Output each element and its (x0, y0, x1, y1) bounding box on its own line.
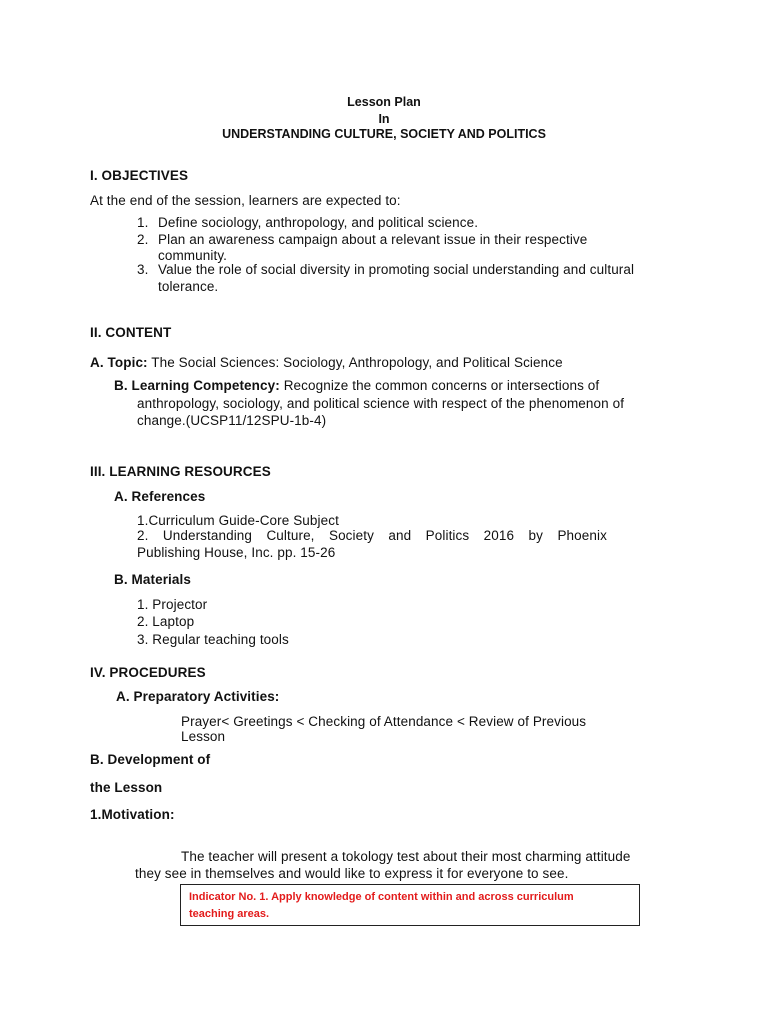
objective-num-2: 2. (137, 232, 149, 247)
topic-text: The Social Sciences: Sociology, Anthropology, and Political Science (151, 355, 563, 370)
resources-heading: III. LEARNING RESOURCES (90, 464, 271, 479)
competency-label: B. Learning Competency: (114, 378, 280, 393)
objective-num-3: 3. (137, 262, 149, 277)
material-item: 1. Projector (137, 597, 208, 612)
reference-1: 1.Curriculum Guide-Core Subject (137, 513, 339, 528)
objectives-heading: I. OBJECTIVES (90, 168, 189, 183)
ref2-word: Society (328, 528, 374, 543)
ref2-word: 2016 (483, 528, 515, 543)
indicator-text-2: teaching areas. (189, 908, 270, 920)
topic-line (90, 355, 563, 370)
reference-2-cont: Publishing House, Inc. pp. 15-26 (137, 545, 336, 560)
development-label-2: the Lesson (90, 780, 163, 795)
objective-num-1: 1. (137, 215, 149, 230)
competency-line (114, 378, 599, 393)
preparatory-text-2: Lesson (181, 729, 226, 744)
doc-title-line1: Lesson Plan (347, 95, 421, 109)
objective-text-2: Plan an awareness campaign about a relevant issue in their respective (158, 232, 588, 247)
references-label: A. References (114, 489, 206, 504)
objectives-intro: At the end of the session, learners are expected to: (90, 193, 401, 208)
objective-text-3: Value the role of social diversity in promoting social understanding and cultural (158, 262, 635, 277)
ref2-word: by (528, 528, 543, 543)
ref2-word: Politics (425, 528, 470, 543)
reference-2 (137, 528, 607, 543)
ref2-word: 2. (137, 528, 149, 543)
material-item: 2. Laptop (137, 614, 195, 629)
objective-text-2-cont: community. (158, 248, 228, 263)
doc-title-subject: UNDERSTANDING CULTURE, SOCIETY AND POLITICS (222, 127, 546, 141)
development-label-1: B. Development of (90, 752, 211, 767)
material-item: 3. Regular teaching tools (137, 632, 289, 647)
topic-label: A. Topic: (90, 355, 148, 370)
ref2-word: Culture, (266, 528, 315, 543)
objective-text-3-cont: tolerance. (158, 279, 219, 294)
preparatory-text-1: Prayer< Greetings < Checking of Attendance < Review of Previous (181, 714, 587, 729)
indicator-text-1: Indicator No. 1. Apply knowledge of content within and across curriculum (189, 891, 574, 903)
competency-text-3: change.(UCSP11/12SPU-1b-4) (137, 413, 327, 428)
objective-text-1: Define sociology, anthropology, and political science. (158, 215, 479, 230)
doc-title-line2: In (378, 112, 390, 126)
procedures-heading: IV. PROCEDURES (90, 665, 206, 680)
motivation-label: 1.Motivation: (90, 807, 175, 822)
competency-text-1: Recognize the common concerns or intersections of (283, 378, 600, 393)
content-heading: II. CONTENT (90, 325, 172, 340)
motivation-text-2: they see in themselves and would like to express it for everyone to see. (135, 866, 569, 881)
ref2-word: and (388, 528, 412, 543)
ref2-word: Understanding (162, 528, 253, 543)
indicator-box (180, 884, 640, 926)
preparatory-label: A. Preparatory Activities: (116, 689, 280, 704)
competency-text-2: anthropology, sociology, and political science with respect of the phenomenon of (137, 396, 625, 411)
ref2-word: Phoenix (557, 528, 607, 543)
materials-label: B. Materials (114, 572, 191, 587)
motivation-text-1: The teacher will present a tokology test about their most charming attitude (181, 849, 631, 864)
